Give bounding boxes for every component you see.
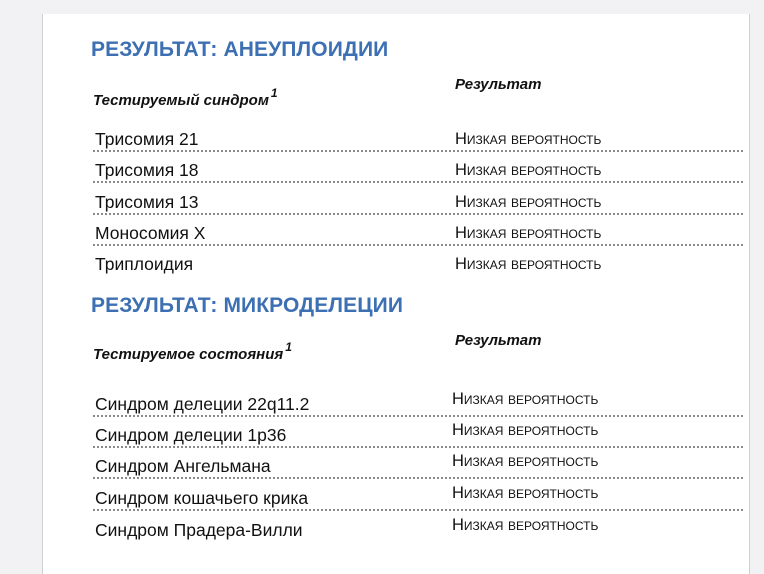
syndrome-name: Трисомия 13 (95, 192, 199, 212)
aneuploidy-footnote-ref: 1 (270, 86, 278, 100)
table-row (93, 191, 743, 215)
table-row (93, 159, 743, 183)
table-row (93, 128, 743, 152)
syndrome-name: Синдром Ангельмана (95, 456, 271, 476)
table-row (93, 452, 743, 479)
result-value: Низкая вероятность (452, 390, 599, 408)
table-row (93, 516, 743, 541)
result-value: Низкая вероятность (455, 130, 602, 148)
syndrome-name: Синдром Прадера-Вилли (95, 520, 303, 540)
table-row (93, 222, 743, 246)
aneuploidy-section-title: РЕЗУЛЬТАТ: АНЕУПЛОИДИИ (91, 38, 389, 61)
microdeletion-col-test-label: Тестируемое состояния (93, 346, 284, 363)
microdeletion-footnote-ref: 1 (285, 340, 292, 354)
table-row (93, 390, 743, 417)
aneuploidy-col-test-header (93, 88, 278, 109)
table-row (93, 421, 743, 448)
result-value: Низкая вероятность (455, 193, 602, 211)
report-page (42, 14, 750, 574)
result-value: Низкая вероятность (455, 255, 602, 273)
table-row (93, 484, 743, 511)
syndrome-name: Трисомия 21 (95, 129, 199, 149)
result-value: Низкая вероятность (452, 484, 599, 502)
aneuploidy-col-test-label: Тестируемый синдром (93, 92, 269, 109)
result-value: Низкая вероятность (452, 516, 599, 534)
result-value: Низкая вероятность (452, 452, 599, 470)
microdeletion-col-result-header: Результат (455, 332, 542, 349)
syndrome-name: Синдром кошачьего крика (95, 488, 309, 508)
syndrome-name: Трисомия 18 (95, 160, 199, 180)
aneuploidy-col-result-header: Результат (455, 76, 542, 93)
syndrome-name: Триплоидия (95, 254, 194, 274)
result-value: Низкая вероятность (455, 224, 602, 242)
microdeletion-col-test-header (93, 342, 292, 363)
result-value: Низкая вероятность (455, 161, 602, 179)
result-value: Низкая вероятность (452, 421, 599, 439)
microdeletion-section-title: РЕЗУЛЬТАТ: МИКРОДЕЛЕЦИИ (91, 294, 404, 317)
syndrome-name: Синдром делеции 1p36 (95, 425, 287, 445)
syndrome-name: Моносомия X (95, 223, 206, 243)
syndrome-name: Синдром делеции 22q11.2 (95, 394, 310, 414)
table-row (93, 253, 743, 275)
